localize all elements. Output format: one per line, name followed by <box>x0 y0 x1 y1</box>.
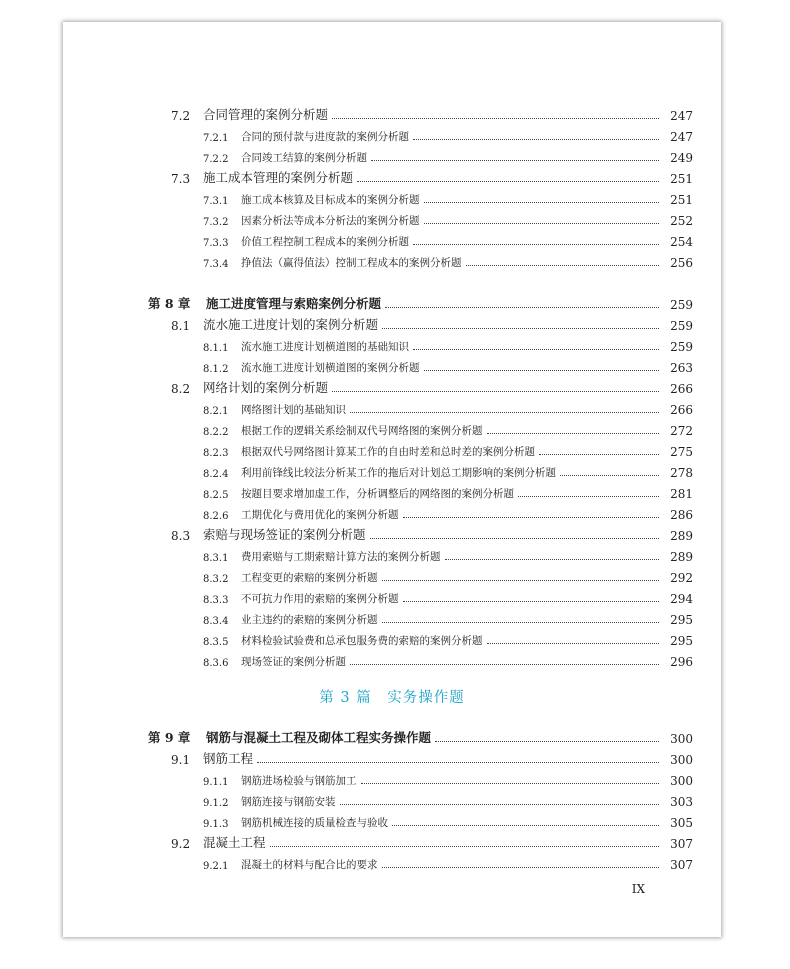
toc-entry-title: 钢筋进场检验与钢筋加工 <box>241 775 357 787</box>
dot-leader <box>413 244 659 245</box>
toc-entry-page: 247 <box>670 109 693 123</box>
toc-entry[interactable] <box>63 812 721 830</box>
toc-entry-title: 流水施工进度计划横道图的基础知识 <box>241 341 409 353</box>
toc-entry-title: 工程变更的索赔的案例分析题 <box>241 572 378 584</box>
toc-entry-number: 8.3.2 <box>203 574 229 585</box>
toc-entry-number: 8.2 <box>171 382 191 396</box>
toc-entry-number: 9.2.1 <box>203 861 229 872</box>
dot-leader <box>382 580 660 581</box>
toc-entry-number: 9.1.1 <box>203 777 229 788</box>
dot-leader <box>371 160 659 161</box>
dot-leader <box>340 804 660 805</box>
toc-entry-title: 施工成本管理的案例分析题 <box>203 170 354 185</box>
dot-leader <box>413 349 659 350</box>
toc-entry-title: 按题目要求增加虚工作，分析调整后的网络图的案例分析题 <box>241 488 514 500</box>
dot-leader <box>382 622 660 623</box>
toc-entry-number: 7.3 <box>171 172 191 186</box>
toc-entry[interactable] <box>63 147 721 165</box>
toc-entry-number: 7.3.2 <box>203 217 229 228</box>
toc-entry-page: 289 <box>670 550 693 564</box>
toc-entry-page: 286 <box>670 508 693 522</box>
toc-entry[interactable] <box>63 504 721 522</box>
toc-entry-title: 根据工作的逻辑关系绘制双代号网络图的案例分析题 <box>241 425 483 437</box>
toc-entry-title: 因素分析法等成本分析法的案例分析题 <box>241 215 420 227</box>
toc-entry-page: 251 <box>670 193 693 207</box>
toc-entry-number: 8.1 <box>171 319 191 333</box>
toc-entry-title: 费用索赔与工期索赔计算方法的案例分析题 <box>241 551 441 563</box>
dot-leader <box>539 454 659 455</box>
toc-entry-title: 利用前锋线比较法分析某工作的拖后对计划总工期影响的案例分析题 <box>241 467 556 479</box>
dot-leader <box>403 517 660 518</box>
toc-entry[interactable] <box>63 791 721 809</box>
toc-entry-number: 8.3.6 <box>203 658 229 669</box>
toc-entry[interactable] <box>63 833 721 851</box>
toc-entry-number: 第 8 章 <box>148 296 191 311</box>
toc-entry-page: 294 <box>670 592 693 606</box>
toc-entry-number: 8.1.1 <box>203 343 229 354</box>
toc-entry-title: 流水施工进度计划横道图的案例分析题 <box>241 362 420 374</box>
dot-leader <box>560 475 659 476</box>
toc-entry-number: 7.2.1 <box>203 133 229 144</box>
toc-entry[interactable] <box>63 210 721 228</box>
toc-entry-title: 施工进度管理与索赔案例分析题 <box>206 296 382 311</box>
toc-entry[interactable] <box>63 588 721 606</box>
dot-leader <box>357 181 659 182</box>
toc-entry[interactable] <box>63 315 721 333</box>
toc-entry[interactable] <box>63 651 721 669</box>
toc-entry[interactable] <box>63 231 721 249</box>
dot-leader <box>466 265 660 266</box>
toc-entry-title: 网络计划的案例分析题 <box>203 380 329 395</box>
toc-entry-title: 材料检验试验费和总承包服务费的索赔的案例分析题 <box>241 635 483 647</box>
dot-leader <box>487 433 660 434</box>
toc-entry[interactable] <box>63 546 721 564</box>
toc-entry-page: 307 <box>670 837 693 851</box>
dot-leader <box>413 139 659 140</box>
toc-entry-page: 259 <box>670 319 693 333</box>
toc-entry-number: 8.2.4 <box>203 469 229 480</box>
toc-entry-page: 259 <box>670 298 693 312</box>
toc-entry-number: 8.2.3 <box>203 448 229 459</box>
toc-entry-title: 混凝土工程 <box>203 835 266 850</box>
toc-entry-page: 305 <box>670 816 693 830</box>
book-page <box>63 22 721 937</box>
dot-leader <box>370 538 659 539</box>
dot-leader <box>424 223 660 224</box>
toc-entry-title: 根据双代号网络图计算某工作的自由时差和总时差的案例分析题 <box>241 446 535 458</box>
toc-entry[interactable] <box>63 357 721 375</box>
toc-entry-page: 289 <box>670 529 693 543</box>
dot-leader <box>403 601 660 602</box>
toc-entry-number: 8.2.2 <box>203 427 229 438</box>
toc-entry-page: 249 <box>670 151 693 165</box>
toc-entry[interactable] <box>63 567 721 585</box>
toc-entry[interactable] <box>63 728 721 746</box>
toc-entry-number: 7.3.1 <box>203 196 229 207</box>
toc-entry-number: 9.2 <box>171 837 191 851</box>
toc-entry-title: 合同管理的案例分析题 <box>203 107 329 122</box>
toc-entry-page: 295 <box>670 613 693 627</box>
toc-entry-number: 9.1.3 <box>203 819 229 830</box>
toc-entry-page: 295 <box>670 634 693 648</box>
toc-entry-number: 8.2.1 <box>203 406 229 417</box>
toc-entry-page: 256 <box>670 256 693 270</box>
toc-entry[interactable] <box>63 441 721 459</box>
toc-entry-number: 9.1.2 <box>203 798 229 809</box>
toc-entry[interactable] <box>63 854 721 872</box>
toc-entry-number: 8.2.5 <box>203 490 229 501</box>
toc-entry-title: 业主违约的索赔的案例分析题 <box>241 614 378 626</box>
toc-entry-number: 8.3.4 <box>203 616 229 627</box>
toc-entry[interactable] <box>63 630 721 648</box>
toc-entry-title: 混凝土的材料与配合比的要求 <box>241 859 378 871</box>
toc-entry-number: 9.1 <box>171 753 191 767</box>
toc-entry-page: 254 <box>670 235 693 249</box>
toc-entry-page: 266 <box>670 382 693 396</box>
toc-entry-page: 247 <box>670 130 693 144</box>
toc-entry-title: 合同竣工结算的案例分析题 <box>241 152 367 164</box>
toc-entry-page: 275 <box>670 445 693 459</box>
toc-entry-page: 303 <box>670 795 693 809</box>
dot-leader <box>382 328 659 329</box>
toc-entry[interactable] <box>63 126 721 144</box>
toc-entry-number: 8.3.1 <box>203 553 229 564</box>
toc-entry-page: 292 <box>670 571 693 585</box>
toc-entry[interactable] <box>63 399 721 417</box>
toc-entry-title: 索赔与现场签证的案例分析题 <box>203 527 366 542</box>
toc-entry-title: 合同的预付款与进度款的案例分析题 <box>241 131 409 143</box>
toc-entry[interactable] <box>63 378 721 396</box>
toc-entry[interactable] <box>63 462 721 480</box>
toc-entry-page: 251 <box>670 172 693 186</box>
toc-entry-number: 8.3.3 <box>203 595 229 606</box>
toc-entry-title: 钢筋与混凝土工程及砌体工程实务操作题 <box>206 730 432 745</box>
dot-leader <box>361 783 660 784</box>
dot-leader <box>424 202 660 203</box>
table-of-contents <box>63 22 721 937</box>
dot-leader <box>487 643 660 644</box>
dot-leader <box>350 412 659 413</box>
toc-entry-page: 263 <box>670 361 693 375</box>
toc-entry-page: 252 <box>670 214 693 228</box>
toc-entry-page: 300 <box>670 732 693 746</box>
toc-entry-page: 266 <box>670 403 693 417</box>
dot-leader <box>424 370 660 371</box>
toc-entry-number: 7.3.4 <box>203 259 229 270</box>
dot-leader <box>270 846 659 847</box>
toc-entry-title: 网络图计划的基础知识 <box>241 404 346 416</box>
dot-leader <box>518 496 659 497</box>
toc-entry[interactable] <box>63 770 721 788</box>
toc-entry-page: 272 <box>670 424 693 438</box>
toc-entry[interactable] <box>63 294 721 312</box>
toc-entry-number: 8.3 <box>171 529 191 543</box>
toc-entry-number: 8.1.2 <box>203 364 229 375</box>
toc-entry[interactable] <box>63 749 721 767</box>
toc-entry-page: 300 <box>670 753 693 767</box>
toc-entry-title: 不可抗力作用的索赔的案例分析题 <box>241 593 399 605</box>
toc-entry-number: 第 9 章 <box>148 730 191 745</box>
toc-entry-title: 钢筋连接与钢筋安装 <box>241 796 336 808</box>
toc-entry[interactable] <box>63 105 721 123</box>
dot-leader <box>382 867 660 868</box>
toc-entry-number: 8.3.5 <box>203 637 229 648</box>
dot-leader <box>257 762 659 763</box>
toc-entry-title: 挣值法（赢得值法）控制工程成本的案例分析题 <box>241 257 462 269</box>
toc-entry[interactable] <box>63 252 721 270</box>
toc-entry-title: 钢筋机械连接的质量检查与验收 <box>241 817 388 829</box>
dot-leader <box>392 825 659 826</box>
toc-entry-number: 7.2.2 <box>203 154 229 165</box>
toc-entry[interactable] <box>63 420 721 438</box>
toc-entry-number: 7.3.3 <box>203 238 229 249</box>
toc-entry-page: 307 <box>670 858 693 872</box>
toc-entry-page: 296 <box>670 655 693 669</box>
dot-leader <box>385 307 659 308</box>
toc-entry-page: 281 <box>670 487 693 501</box>
toc-entry[interactable] <box>63 189 721 207</box>
toc-entry-title: 钢筋工程 <box>203 751 254 766</box>
toc-entry-number: 8.2.6 <box>203 511 229 522</box>
toc-entry[interactable] <box>63 168 721 186</box>
dot-leader <box>332 118 659 119</box>
toc-entry[interactable] <box>63 336 721 354</box>
toc-entry[interactable] <box>63 609 721 627</box>
toc-entry-title: 工期优化与费用优化的案例分析题 <box>241 509 399 521</box>
dot-leader <box>435 741 659 742</box>
dot-leader <box>350 664 659 665</box>
toc-entry-title: 价值工程控制工程成本的案例分析题 <box>241 236 409 248</box>
toc-entry[interactable] <box>63 483 721 501</box>
page-number: IX <box>631 882 645 896</box>
toc-entry[interactable] <box>63 525 721 543</box>
part-heading: 第 3 篇 实务操作题 <box>319 690 465 706</box>
dot-leader <box>445 559 660 560</box>
toc-entry-page: 300 <box>670 774 693 788</box>
toc-entry-title: 流水施工进度计划的案例分析题 <box>203 317 379 332</box>
toc-entry-page: 278 <box>670 466 693 480</box>
toc-entry-number: 7.2 <box>171 109 191 123</box>
toc-entry-page: 259 <box>670 340 693 354</box>
toc-entry-title: 现场签证的案例分析题 <box>241 656 346 668</box>
toc-entry-title: 施工成本核算及目标成本的案例分析题 <box>241 194 420 206</box>
dot-leader <box>332 391 659 392</box>
